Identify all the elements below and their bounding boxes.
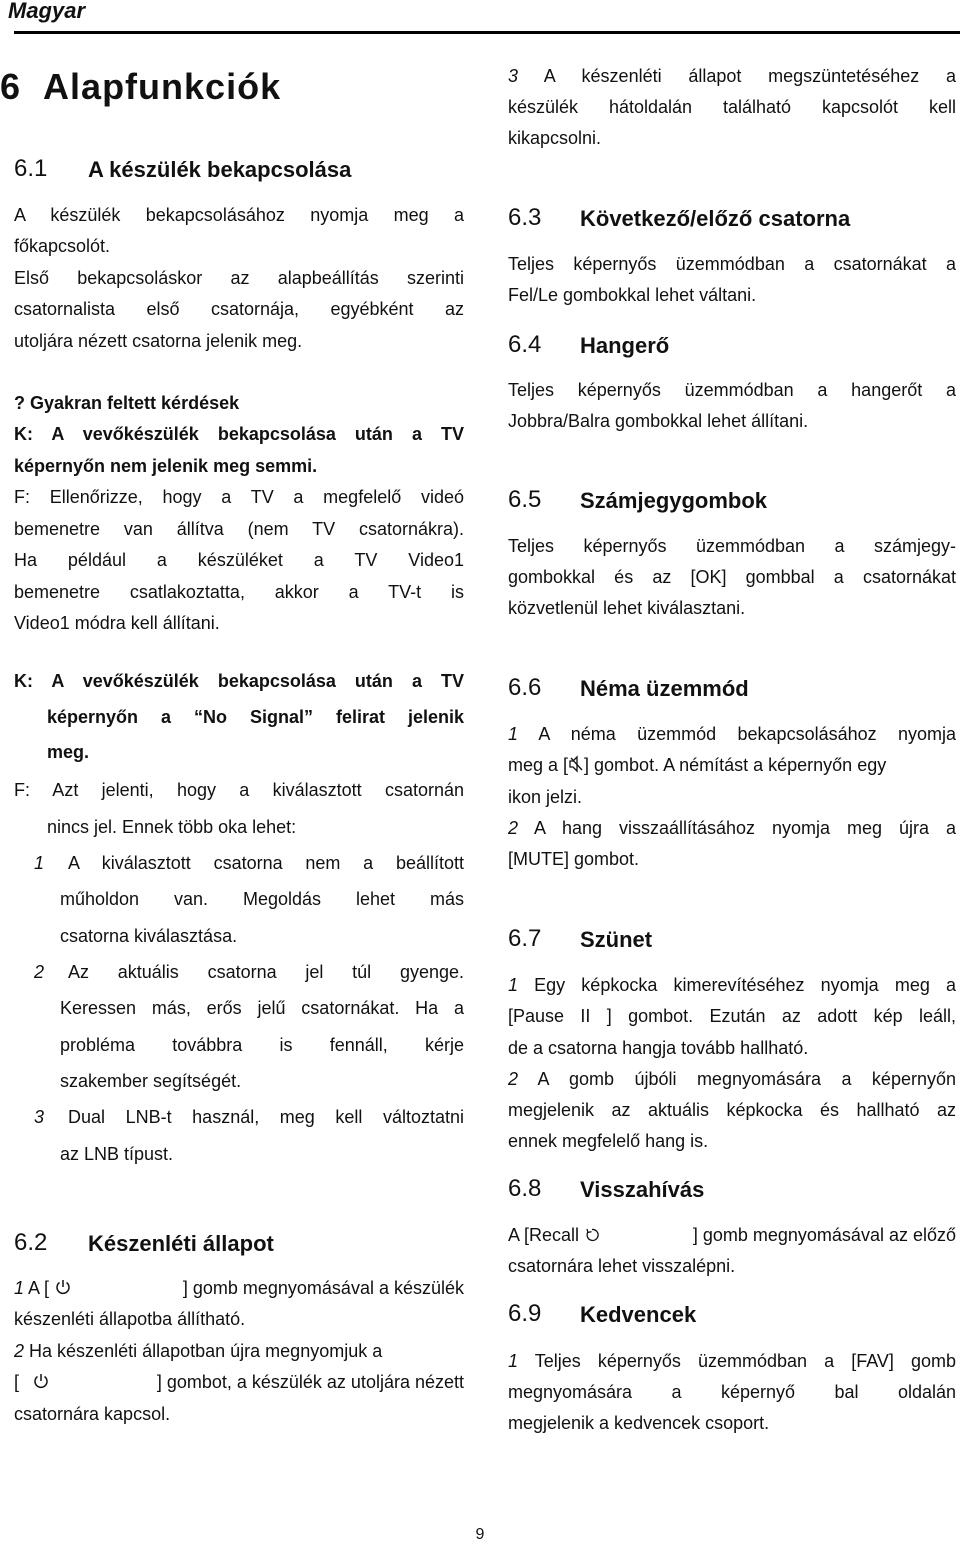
section-number: 6.9 xyxy=(508,1300,542,1327)
text-fragment: Ha készenléti állapotban újra megnyomjuk a xyxy=(29,1341,383,1361)
text-fragment: ] gomb megnyomásával az előző xyxy=(692,1225,956,1245)
text-fragment: A [Recall xyxy=(508,1225,580,1245)
faq-answer: nincs jel. Ennek több oka lehet: xyxy=(47,817,297,837)
section-6-1-heading xyxy=(14,155,352,183)
section-6-7-heading xyxy=(508,925,653,953)
section-number: 6.2 xyxy=(14,1229,48,1256)
faq-answer: F: Ellenőrizze, hogy a TV a megfelelő videó xyxy=(14,487,464,507)
paragraph-line: Teljes képernyős üzemmódban a hangerőt a xyxy=(508,380,956,400)
paragraph-line xyxy=(508,66,956,86)
list-number: 1 xyxy=(508,975,519,995)
list-item-line: A kiválasztott csatorna nem a beállított xyxy=(68,853,464,873)
list-number: 3 xyxy=(508,66,519,86)
paragraph-line: ikon jelzi. xyxy=(508,787,583,807)
paragraph-line: Jobbra/Balra gombokkal lehet állítani. xyxy=(508,411,809,431)
list-item-line: Dual LNB-t használ, meg kell változtatni xyxy=(68,1107,464,1127)
section-title: A készülék bekapcsolása xyxy=(88,157,352,182)
paragraph-line: megnyomására a képernyő bal oldalán xyxy=(508,1382,956,1402)
paragraph-line: kikapcsolni. xyxy=(508,128,602,148)
section-title: Kedvencek xyxy=(580,1302,697,1327)
paragraph-line: Első bekapcsoláskor az alapbeállítás szerinti xyxy=(14,268,464,288)
header-divider xyxy=(14,31,960,34)
section-6-2-heading xyxy=(14,1229,274,1257)
text-fragment: ] gomb megnyomásával a készülék xyxy=(182,1278,464,1298)
paragraph-line xyxy=(508,975,956,995)
section-6-8-heading xyxy=(508,1175,705,1203)
faq-answer: bemenetre van állítva (nem TV csatornákra). xyxy=(14,519,464,539)
paragraph-line xyxy=(508,818,956,838)
section-number: 6.5 xyxy=(508,486,542,513)
page-number: 9 xyxy=(475,1526,485,1543)
section-title: Készenléti állapot xyxy=(88,1231,274,1256)
paragraph-line: [Pause II ] gombot. Ezután az adott kép leáll, xyxy=(508,1006,956,1026)
text-fragment: A [ xyxy=(28,1278,50,1298)
paragraph-line: megjelenik a kedvencek csoport. xyxy=(508,1413,770,1433)
list-number: 1 xyxy=(508,1351,519,1371)
paragraph-line: utoljára nézett csatorna jelenik meg. xyxy=(14,331,303,351)
section-number: 6.8 xyxy=(508,1175,542,1202)
text-fragment: A készenléti állapot megszüntetéséhez a xyxy=(543,66,956,86)
section-title: Szünet xyxy=(580,927,653,952)
paragraph-line: ennek megfelelő hang is. xyxy=(508,1131,709,1151)
section-title: Számjegygombok xyxy=(580,488,768,513)
list-number: 2 xyxy=(14,1341,25,1361)
paragraph-line: [MUTE] gombot. xyxy=(508,849,640,869)
paragraph-line: megjelenik az aktuális képkocka és hallható az xyxy=(508,1100,956,1120)
chapter-title: Alapfunkciók xyxy=(43,66,282,107)
faq-question: meg. xyxy=(47,742,90,762)
paragraph-line: A készülék bekapcsolásához nyomja meg a xyxy=(14,205,464,225)
paragraph-line xyxy=(14,1372,464,1392)
list-item-line: az LNB típust. xyxy=(60,1144,174,1164)
list-item-line: Keressen más, erős jelű csatornákat. Ha a xyxy=(60,998,464,1018)
section-title: Hangerő xyxy=(580,333,670,358)
chapter-heading xyxy=(0,66,281,108)
list-item-line: műholdon van. Megoldás lehet más xyxy=(60,889,464,909)
page-header xyxy=(0,0,960,34)
section-title: Néma üzemmód xyxy=(580,676,749,701)
text-fragment: Egy képkocka kimerevítéséhez nyomja meg a xyxy=(534,975,956,995)
list-item-line: Az aktuális csatorna jel túl gyenge. xyxy=(68,962,464,982)
section-title: Következő/előző csatorna xyxy=(580,206,851,231)
section-title: Visszahívás xyxy=(580,1177,705,1202)
text-fragment: ] gombot, a készülék az utoljára nézett xyxy=(156,1372,464,1392)
faq-answer: Ha például a készüléket a TV Video1 xyxy=(14,550,464,570)
paragraph-line: de a csatorna hangja tovább hallható. xyxy=(508,1038,809,1058)
paragraph-line: csatornalista első csatornája, egyébként az xyxy=(14,299,464,319)
section-6-9-heading xyxy=(508,1300,697,1328)
text-fragment: meg a [ xyxy=(508,755,569,775)
mute-icon xyxy=(568,755,584,773)
paragraph-line: Fel/Le gombokkal lehet váltani. xyxy=(508,285,757,305)
faq-question: képernyőn a “No Signal” felirat jelenik xyxy=(47,707,464,727)
paragraph-line: készülék hátoldalán található kapcsolót kell xyxy=(508,97,956,117)
list-number: 1 xyxy=(34,853,45,873)
faq-question: K: A vevőkészülék bekapcsolása után a TV xyxy=(14,671,464,691)
paragraph-line: csatornára kapcsol. xyxy=(14,1404,171,1424)
paragraph-line xyxy=(14,1341,464,1361)
power-icon xyxy=(32,1372,50,1390)
section-number: 6.1 xyxy=(14,155,48,182)
paragraph-line: Teljes képernyős üzemmódban a számjegy- xyxy=(508,536,956,556)
section-number: 6.4 xyxy=(508,331,542,358)
list-item-line: probléma továbbra is fennáll, kérje xyxy=(60,1035,464,1055)
paragraph-line: készenléti állapotba állítható. xyxy=(14,1309,246,1329)
section-number: 6.6 xyxy=(508,674,542,701)
paragraph-line xyxy=(508,724,956,744)
list-number: 3 xyxy=(34,1107,45,1127)
faq-answer: Video1 módra kell állítani. xyxy=(14,613,220,633)
paragraph-line: közvetlenül lehet kiválasztani. xyxy=(508,598,746,618)
faq-title: ? Gyakran feltett kérdések xyxy=(14,393,240,413)
chapter-number: 6 xyxy=(0,66,22,107)
text-fragment: A néma üzemmód bekapcsolásához nyomja xyxy=(538,724,956,744)
power-icon xyxy=(54,1278,72,1296)
faq-answer: F: Azt jelenti, hogy a kiválasztott csatornán xyxy=(14,780,464,800)
paragraph-line xyxy=(508,1069,956,1089)
faq-question: K: A vevőkészülék bekapcsolása után a TV xyxy=(14,424,464,444)
list-number: 1 xyxy=(508,724,519,744)
section-number: 6.7 xyxy=(508,925,542,952)
list-item-line: csatorna kiválasztása. xyxy=(60,926,238,946)
paragraph-line xyxy=(508,1225,956,1245)
section-6-6-heading xyxy=(508,674,749,702)
section-6-5-heading xyxy=(508,486,768,514)
list-number: 1 xyxy=(14,1278,25,1298)
paragraph-line: gombokkal és az [OK] gombbal a csatornákat xyxy=(508,567,956,587)
header-language: Magyar xyxy=(8,0,86,23)
paragraph-line xyxy=(14,1278,464,1298)
text-fragment: ] gombot. A némítást a képernyőn egy xyxy=(584,755,887,775)
list-item-line: szakember segítségét. xyxy=(60,1071,242,1091)
paragraph-line: csatornára lehet visszalépni. xyxy=(508,1256,736,1276)
paragraph-line: főkapcsolót. xyxy=(14,236,111,256)
paragraph-line xyxy=(508,1351,956,1371)
text-fragment: Teljes képernyős üzemmódban a [FAV] gomb xyxy=(534,1351,956,1371)
text-fragment: A gomb újbóli megnyomására a képernyőn xyxy=(537,1069,956,1089)
text-fragment: [ xyxy=(14,1372,20,1392)
list-number: 2 xyxy=(34,962,45,982)
paragraph-line: Teljes képernyős üzemmódban a csatornákat a xyxy=(508,254,956,274)
section-6-4-heading xyxy=(508,331,670,359)
faq-question: képernyőn nem jelenik meg semmi. xyxy=(14,456,318,476)
recall-icon xyxy=(584,1227,600,1243)
list-number: 2 xyxy=(508,818,519,838)
section-6-3-heading xyxy=(508,204,851,232)
list-number: 2 xyxy=(508,1069,519,1089)
faq-answer: bemenetre csatlakoztatta, akkor a TV-t is xyxy=(14,582,464,602)
paragraph-line xyxy=(508,755,956,775)
section-number: 6.3 xyxy=(508,204,542,231)
text-fragment: A hang visszaállításához nyomja meg újra a xyxy=(534,818,956,838)
